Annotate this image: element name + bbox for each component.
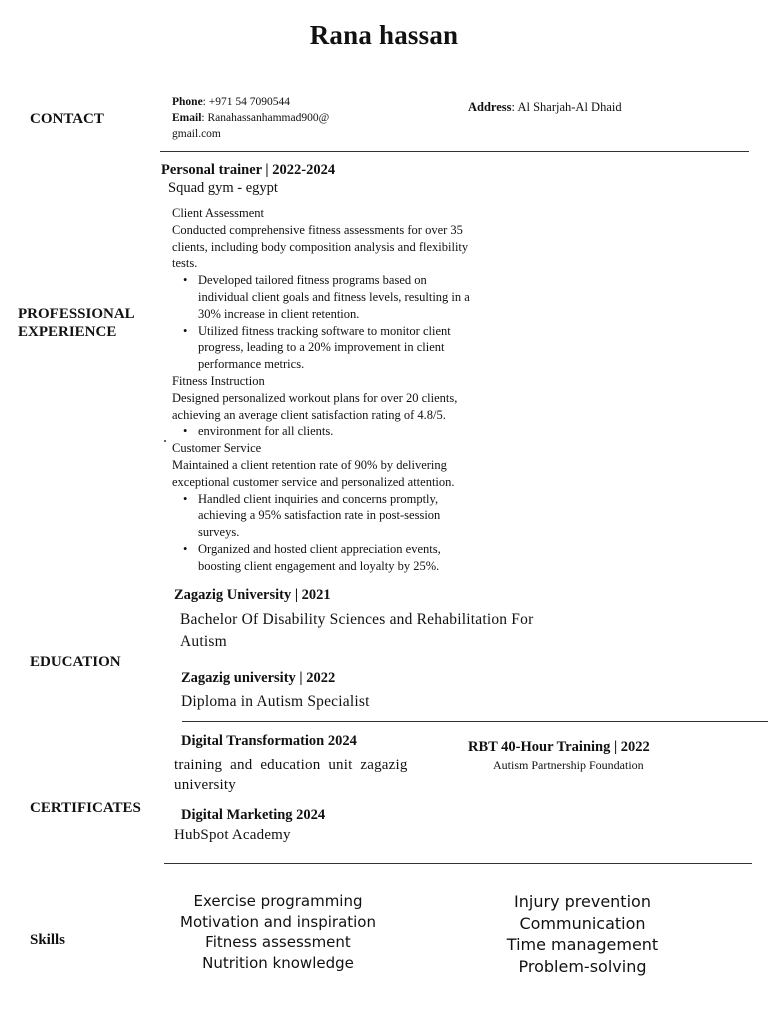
skill-item: Communication — [519, 913, 646, 933]
education-line: Bachelor Of Disability Sciences and Rehabilitation For — [180, 611, 534, 628]
section-education-label: EDUCATION — [30, 654, 121, 670]
section-skills-label: Skills — [30, 932, 66, 948]
certificate-heading-2: Digital Marketing 2024 — [181, 807, 326, 823]
bullet-line: boosting client engagement and loyalty by 25%. — [198, 558, 440, 573]
experience-details — [172, 205, 512, 575]
section-contact-label: CONTACT — [30, 111, 104, 127]
bullet-item — [198, 423, 512, 440]
skill-item: Motivation and inspiration — [180, 912, 376, 931]
address-value: : Al Sharjah-Al Dhaid — [511, 100, 622, 114]
divider-contact — [160, 151, 749, 152]
bullet-list — [172, 491, 512, 575]
bullet-list — [172, 272, 512, 373]
certificate-line: training and education unit zagazig — [174, 757, 408, 773]
phone-line — [172, 94, 372, 110]
bullet-line: 30% increase in client retention. — [198, 306, 360, 321]
certificate-text-2: HubSpot Academy — [174, 827, 291, 843]
bullet-line: • Utilized fitness tracking software to monitor client — [198, 323, 451, 338]
job-company: Squad gym - egypt — [168, 180, 278, 196]
bullet-line: achieving a 95% satisfaction rate in post-session — [198, 508, 441, 523]
job-title: Personal trainer | 2022-2024 — [161, 162, 336, 178]
block-heading: Fitness Instruction — [172, 373, 265, 388]
block-text-line: Designed personalized workout plans for over 20 clients, — [172, 390, 458, 405]
block-text-line: tests. — [172, 256, 198, 271]
bullet-line: progress, leading to a 20% improvement in client — [198, 340, 445, 355]
email-line — [172, 110, 372, 126]
block-heading: Client Assessment — [172, 206, 265, 220]
certificate-line: university — [174, 777, 236, 793]
education-text-1 — [180, 609, 580, 653]
education-heading-2: Zagazig university | 2022 — [181, 670, 336, 686]
phone-label: Phone — [172, 96, 203, 108]
skill-item: Exercise programming — [193, 892, 363, 910]
divider-certificates — [164, 863, 752, 864]
bullet-item — [198, 541, 512, 575]
bullet-line: individual client goals and fitness levels, resulting in a — [198, 289, 470, 304]
block-heading: Customer Service — [172, 441, 262, 456]
candidate-name: Rana hassan — [309, 20, 459, 50]
skill-item: Nutrition knowledge — [202, 953, 354, 972]
skills-right — [490, 891, 675, 978]
bullet-line: • Developed tailored fitness programs based on — [198, 273, 427, 288]
stray-dot — [164, 440, 166, 442]
email-label: Email — [172, 112, 202, 124]
divider-education — [182, 721, 768, 722]
education-heading-1: Zagazig University | 2021 — [174, 587, 331, 603]
bullet-line: • Handled client inquiries and concerns promptly, — [198, 491, 439, 506]
certificate-text-3: Autism Partnership Foundation — [493, 758, 644, 772]
bullet-list — [172, 423, 512, 440]
section-certificates-label: CERTIFICATES — [30, 800, 141, 816]
contact-block — [172, 94, 372, 142]
block-text-line: Maintained a client retention rate of 90% by delivering — [172, 457, 447, 472]
section-experience-line1: PROFESSIONAL — [18, 306, 135, 322]
bullet-line: • Organized and hosted client appreciation events, — [198, 541, 441, 556]
address-line — [468, 100, 622, 115]
certificate-heading-3: RBT 40-Hour Training | 2022 — [468, 739, 650, 755]
certificate-text-1 — [174, 755, 432, 795]
block-text-line: Conducted comprehensive fitness assessments for over 35 — [172, 222, 463, 237]
email-value: : Ranahassanhammad900@ — [201, 112, 330, 124]
email-line-2: gmail.com — [172, 128, 221, 140]
certificate-heading-1: Digital Transformation 2024 — [181, 733, 357, 749]
section-experience-label — [18, 305, 135, 341]
education-text-2: Diploma in Autism Specialist — [181, 693, 370, 710]
address-label: Address — [468, 100, 512, 114]
education-line: Autism — [180, 633, 227, 650]
bullet-item — [198, 323, 512, 373]
skills-left — [168, 891, 388, 973]
skill-item: Problem-solving — [518, 957, 647, 977]
bullet-line: • environment for all clients. — [198, 424, 334, 439]
block-text-line: clients, including body composition analysis and flexibility — [172, 239, 469, 254]
bullet-line: performance metrics. — [198, 357, 305, 372]
bullet-item — [198, 491, 512, 541]
skill-item: Time management — [506, 935, 659, 955]
bullet-item — [198, 272, 512, 322]
block-text-line: exceptional customer service and personalized attention. — [172, 474, 455, 489]
phone-value: : +971 54 7090544 — [202, 96, 290, 108]
section-experience-line2: EXPERIENCE — [18, 324, 117, 340]
skill-item: Fitness assessment — [205, 933, 351, 951]
bullet-line: surveys. — [198, 525, 240, 540]
skill-item: Injury prevention — [514, 892, 651, 911]
block-text-line: achieving an average client satisfaction rating of 4.8/5. — [172, 407, 446, 422]
